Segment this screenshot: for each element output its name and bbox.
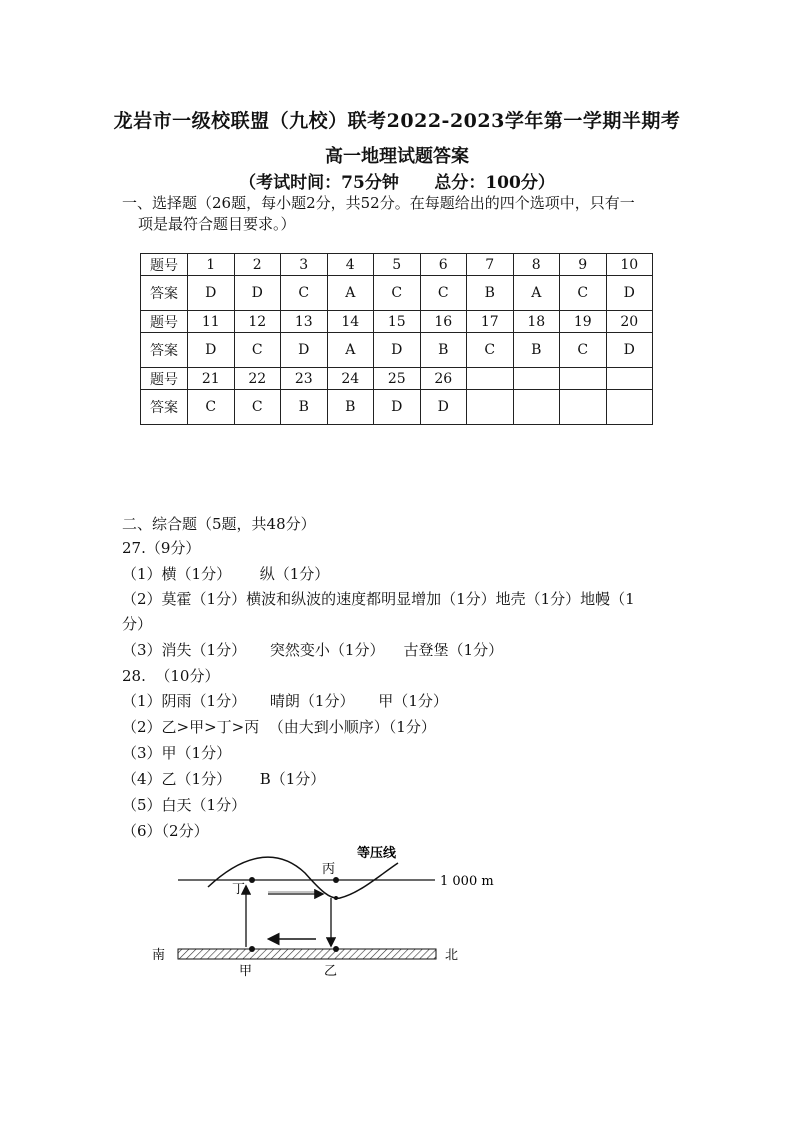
q28-line: （6）（2分） [122, 822, 209, 840]
answer-cell: C [560, 333, 607, 368]
question-number-cell: 9 [560, 254, 607, 276]
question-number-cell: 23 [281, 368, 328, 390]
answer-cell: B [281, 390, 328, 425]
question-number-cell: 20 [606, 311, 653, 333]
answer-cell: D [374, 390, 421, 425]
question-number-cell: 5 [374, 254, 421, 276]
q28-line: （5）白天（1分） [122, 796, 247, 814]
point-bing-label: 丙 [322, 862, 336, 877]
q28-line: （3）甲（1分） [122, 744, 232, 762]
question-number-cell: 15 [374, 311, 421, 333]
answer-cell: C [188, 390, 235, 425]
q28-line: （1）阴雨（1分） 晴朗（1分） 甲（1分） [122, 692, 448, 710]
answer-cell: D [606, 333, 653, 368]
answer-cell: D [188, 333, 235, 368]
document-subtitle: 高一地理试题答案 [325, 146, 469, 167]
section1-intro-line2: 项是最符合题目要求。） [138, 215, 296, 233]
question-number-cell: 25 [374, 368, 421, 390]
row-label-answer: 答案 [141, 276, 188, 311]
exam-info: （考试时间：75分钟 总分：100分） [239, 173, 555, 193]
question-number-cell [606, 368, 653, 390]
q27-label: 27.（9分） [122, 539, 201, 557]
answer-cell: C [234, 333, 281, 368]
question-number-cell: 14 [327, 311, 374, 333]
answer-cell: D [374, 333, 421, 368]
question-number-cell: 4 [327, 254, 374, 276]
point-jia-label: 甲 [239, 964, 253, 979]
answer-table [140, 253, 653, 425]
q27-line: （1）横（1分） 纵（1分） [122, 565, 330, 583]
document-title: 龙岩市一级校联盟（九校）联考2022-2023学年第一学期半期考 [113, 110, 681, 132]
q28-line: （4）乙（1分） B（1分） [122, 770, 326, 788]
point-bing-dot [333, 877, 339, 883]
q27-line: 分） [122, 615, 153, 633]
answer-cell: D [420, 390, 467, 425]
question-number-row [141, 311, 653, 333]
isobar-dot [334, 896, 338, 900]
section2-heading: 二、综合题（5题，共48分） [122, 515, 316, 533]
north-label: 北 [445, 948, 459, 963]
q28-line: （2）乙>甲>丁>丙 （由大到小顺序）（1分） [122, 718, 436, 736]
answer-cell: D [234, 276, 281, 311]
answer-cell: D [188, 276, 235, 311]
answer-cell [467, 390, 514, 425]
answer-cell: C [374, 276, 421, 311]
row-label-number: 题号 [141, 311, 188, 333]
answer-cell: C [467, 333, 514, 368]
question-number-cell: 10 [606, 254, 653, 276]
answer-cell: C [234, 390, 281, 425]
question-number-cell: 26 [420, 368, 467, 390]
ground-hatch [178, 949, 436, 959]
question-number-cell: 6 [420, 254, 467, 276]
answer-row [141, 390, 653, 425]
question-number-cell: 17 [467, 311, 514, 333]
question-number-cell: 22 [234, 368, 281, 390]
answer-cell: A [513, 276, 560, 311]
answer-cell: C [281, 276, 328, 311]
question-number-cell: 16 [420, 311, 467, 333]
altitude-label: 1 000 m [440, 874, 494, 889]
question-number-cell: 12 [234, 311, 281, 333]
answer-cell: B [513, 333, 560, 368]
answer-row [141, 276, 653, 311]
answer-cell: B [420, 333, 467, 368]
row-label-answer: 答案 [141, 390, 188, 425]
question-number-cell: 3 [281, 254, 328, 276]
point-yi-dot [333, 946, 339, 952]
question-number-cell: 24 [327, 368, 374, 390]
point-ding-dot [249, 877, 255, 883]
question-number-cell [513, 368, 560, 390]
isobar-label: 等压线 [357, 846, 397, 861]
question-number-cell: 11 [188, 311, 235, 333]
question-number-cell [560, 368, 607, 390]
answer-cell [513, 390, 560, 425]
question-number-row [141, 368, 653, 390]
answer-cell: B [327, 390, 374, 425]
q27-line: （3）消失（1分） 突然变小（1分） 古登堡（1分） [122, 641, 504, 659]
question-number-cell: 8 [513, 254, 560, 276]
q28-label: 28. （10分） [122, 667, 220, 685]
question-number-cell [467, 368, 514, 390]
question-number-cell: 19 [560, 311, 607, 333]
answer-cell: D [281, 333, 328, 368]
section1-intro-line1: 一、选择题（26题，每小题2分，共52分。在每题给出的四个选项中，只有一 [122, 194, 635, 212]
answer-cell [560, 390, 607, 425]
answer-cell: C [560, 276, 607, 311]
south-label: 南 [152, 948, 166, 963]
answer-cell: C [420, 276, 467, 311]
answer-cell: B [467, 276, 514, 311]
question-number-cell: 13 [281, 311, 328, 333]
row-label-answer: 答案 [141, 333, 188, 368]
answer-cell: A [327, 276, 374, 311]
question-number-cell: 7 [467, 254, 514, 276]
question-number-row [141, 254, 653, 276]
question-number-cell: 2 [234, 254, 281, 276]
q27-line: （2）莫霍（1分）横波和纵波的速度都明显增加（1分）地壳（1分）地幔（1 [122, 590, 635, 608]
answer-cell: D [606, 276, 653, 311]
question-number-cell: 21 [188, 368, 235, 390]
row-label-number: 题号 [141, 254, 188, 276]
answer-cell: A [327, 333, 374, 368]
question-number-cell: 1 [188, 254, 235, 276]
answer-cell [606, 390, 653, 425]
point-yi-label: 乙 [324, 964, 338, 979]
point-ding-label: 丁 [232, 882, 246, 897]
question-number-cell: 18 [513, 311, 560, 333]
point-jia-dot [249, 946, 255, 952]
circulation-diagram [140, 835, 520, 985]
row-label-number: 题号 [141, 368, 188, 390]
answer-row [141, 333, 653, 368]
